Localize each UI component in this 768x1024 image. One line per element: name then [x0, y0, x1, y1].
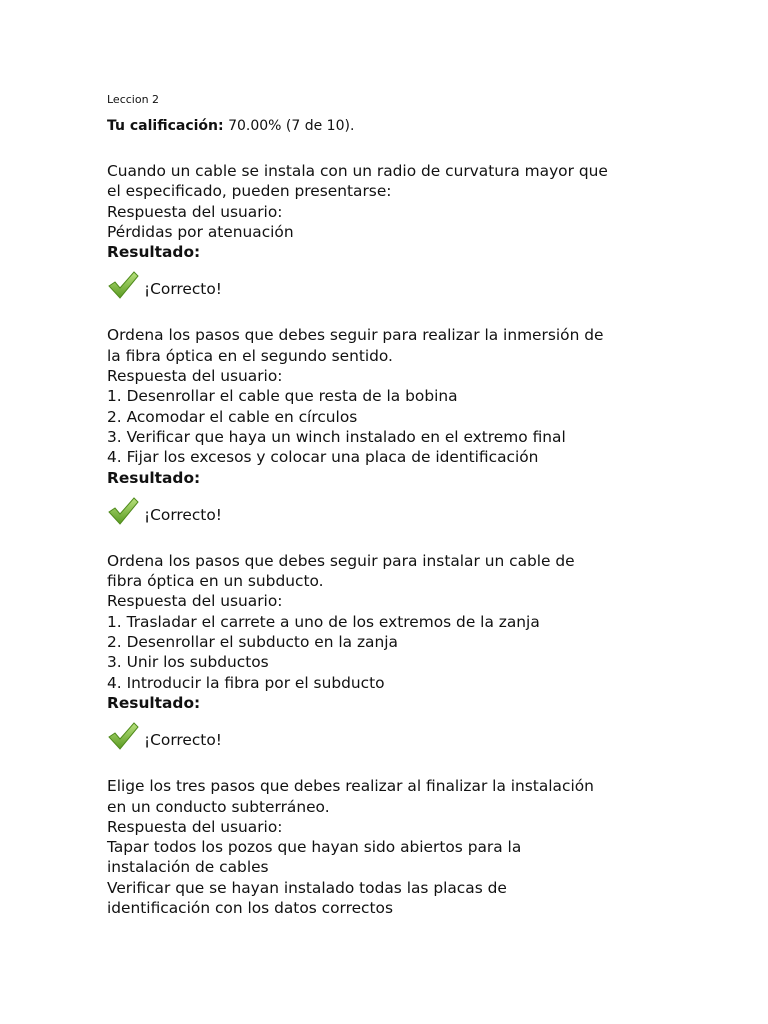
user-answer-line: 4. Fijar los excesos y colocar una placa de identificación — [107, 448, 539, 467]
grade-line — [107, 117, 667, 135]
correct-text: ¡Correcto! — [144, 505, 222, 524]
user-answer-line: identificación con los datos correctos — [107, 899, 393, 918]
user-answer-label: Respuesta del usuario: — [107, 592, 283, 611]
user-answer-label: Respuesta del usuario: — [107, 202, 283, 221]
user-answer-label: Respuesta del usuario: — [107, 817, 283, 836]
correct-text: ¡Correcto! — [144, 280, 222, 299]
result-row — [107, 717, 667, 751]
question-text: el especificado, pueden presentarse: — [107, 182, 392, 201]
user-answer-line: 4. Introducir la fibra por el subducto — [107, 673, 385, 692]
question-block — [107, 161, 667, 300]
question-block — [107, 551, 667, 751]
quiz-results-page — [107, 93, 667, 918]
question-block — [107, 325, 667, 525]
question-text: Ordena los pasos que debes seguir para instalar un cable de — [107, 551, 575, 570]
question-text: Cuando un cable se instala con un radio de curvatura mayor que — [107, 162, 608, 180]
checkmark-icon — [107, 496, 139, 526]
user-answer-line: Pérdidas por atenuación — [107, 222, 294, 241]
user-answer-line: 2. Acomodar el cable en círculos — [107, 407, 358, 426]
user-answer-line: instalación de cables — [107, 858, 269, 877]
user-answer-line: 1. Desenrollar el cable que resta de la bobina — [107, 387, 458, 406]
question-text: en un conducto subterráneo. — [107, 797, 330, 816]
result-label: Resultado: — [107, 468, 201, 487]
result-row — [107, 266, 667, 300]
correct-text: ¡Correcto! — [144, 731, 222, 750]
question-text: Elige los tres pasos que debes realizar al finalizar la instalación — [107, 777, 594, 796]
grade-value: 70.00% (7 de 10). — [228, 118, 355, 134]
user-answer-line: 2. Desenrollar el subducto en la zanja — [107, 633, 398, 652]
question-block — [107, 776, 667, 918]
checkmark-icon — [107, 270, 139, 300]
checkmark-icon — [107, 721, 139, 751]
user-answer-line: 3. Verificar que haya un winch instalado en el extremo final — [107, 427, 566, 446]
question-text: Ordena los pasos que debes seguir para realizar la inmersión de — [107, 326, 604, 345]
result-label: Resultado: — [107, 243, 201, 262]
grade-label: Tu calificación: — [107, 118, 224, 134]
question-text: fibra óptica en un subducto. — [107, 572, 324, 591]
user-answer-line: 3. Unir los subductos — [107, 653, 269, 672]
user-answer-line: 1. Trasladar el carrete a uno de los extremos de la zanja — [107, 612, 540, 631]
question-text: la fibra óptica en el segundo sentido. — [107, 346, 393, 365]
user-answer-line: Verificar que se hayan instalado todas las placas de — [107, 878, 507, 897]
result-label: Resultado: — [107, 693, 201, 712]
user-answer-line: Tapar todos los pozos que hayan sido abiertos para la — [107, 838, 522, 857]
user-answer-label: Respuesta del usuario: — [107, 367, 283, 386]
lesson-title: Leccion 2 — [107, 93, 160, 106]
result-row — [107, 492, 667, 526]
